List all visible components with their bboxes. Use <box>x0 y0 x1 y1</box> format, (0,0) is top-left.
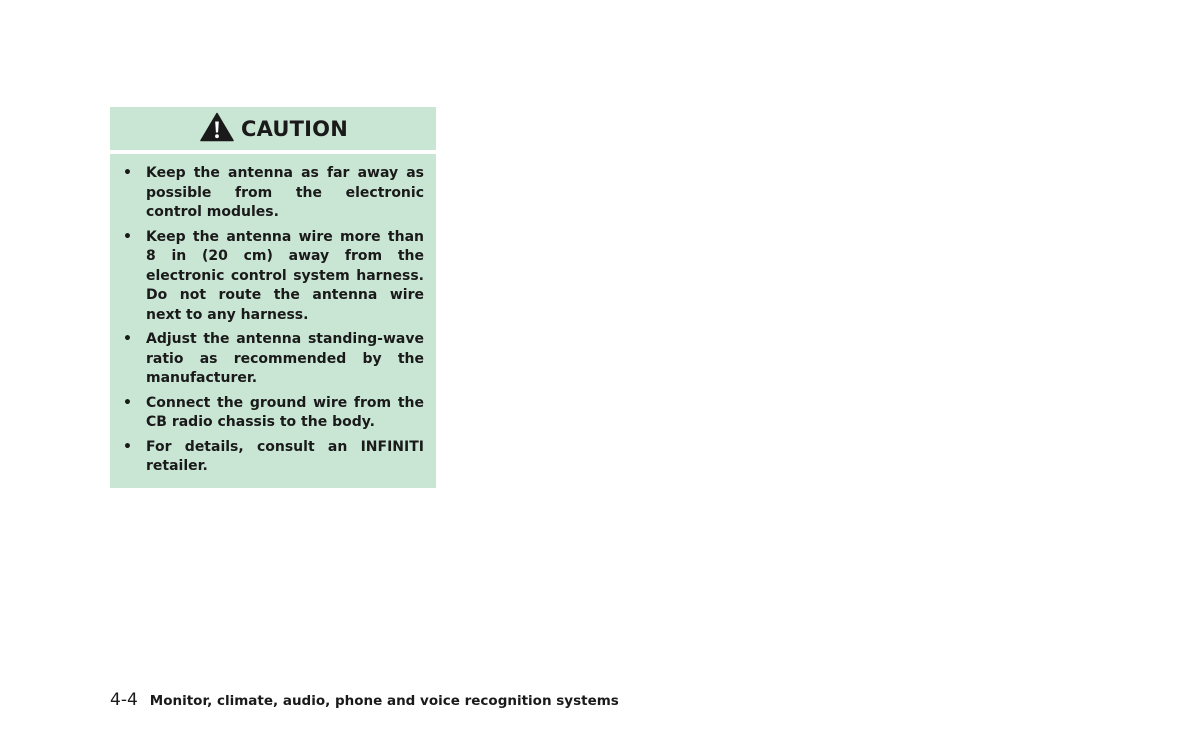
caution-item-text: For details, consult an INFINITI retailer. <box>146 438 424 474</box>
page-footer <box>110 690 619 710</box>
warning-triangle-icon <box>200 112 234 142</box>
bullet-icon: • <box>123 331 132 347</box>
caution-item <box>122 164 424 223</box>
caution-title: CAUTION <box>240 116 349 141</box>
caution-item <box>122 438 424 477</box>
bullet-icon: • <box>123 438 132 455</box>
bullet-icon: • <box>123 165 132 181</box>
section-title: Monitor, climate, audio, phone and voice recognition systems <box>149 693 619 709</box>
caution-body <box>110 154 436 488</box>
caution-header <box>110 107 436 150</box>
caution-item-text: Keep the antenna wire more than 8 in (20 cm) away from the electronic control system harness. Do not route the antenna wire next to any harness. <box>146 228 424 323</box>
page-number: 4-4 <box>110 690 138 710</box>
caution-list <box>122 164 424 477</box>
caution-item-text: Adjust the antenna standing-wave ratio as recommended by the manufacturer. <box>146 331 424 386</box>
bullet-icon: • <box>123 228 132 245</box>
caution-item <box>122 394 424 433</box>
caution-item-text: Keep the antenna as far away as possible from the electronic control modules. <box>146 165 424 220</box>
caution-box <box>110 107 436 488</box>
bullet-icon: • <box>123 394 132 411</box>
caution-item <box>122 330 424 389</box>
caution-item-text: Connect the ground wire from the CB radio chassis to the body. <box>146 394 424 430</box>
caution-item <box>122 228 424 326</box>
